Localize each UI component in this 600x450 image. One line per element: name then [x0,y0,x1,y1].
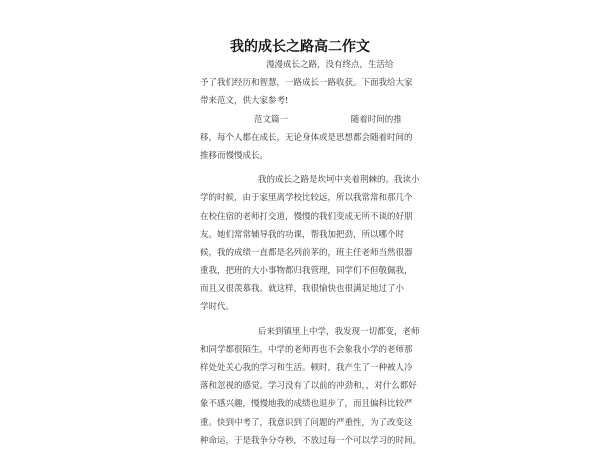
paragraph-3-line: 和同学都很陌生，中学的老师再也不会象我小学的老师那 [200,344,413,355]
paragraph-3-line: 种命运，于是我争分夺秒，不放过每一个可以学习的时间。 [200,435,422,446]
section-label: 范文篇一 [254,114,289,125]
paragraph-2-line: 候，我的成绩一直都是名列前茅的，班主任老师当然很器 [200,247,413,258]
paragraph-3-line: 落和忽视的感觉。学习没有了以前的冲劲和，，对什么都好 [200,381,417,392]
intro-line: 漫漫成长之路，没有终点，生活给 [266,60,394,70]
paragraph-3-line: 后来到镇里上中学，我发现一切都变，老师 [258,326,420,337]
document-title: 我的成长之路高二作文 [230,39,370,55]
paragraph-2-line: 学时代。 [200,302,235,313]
paragraph-2-line: 我的成长之路是坎坷中夹着荆棘的。我读小 [258,175,420,186]
paragraph-2-line: 而且又很羡慕我。就这样，我很愉快也很满足地过了小 [200,284,405,295]
paragraph-3-line: 重。快到中考了，我意识到了问题的严重性，为了改变这 [200,417,413,428]
paragraph-1-line: 随着时间的推 [350,114,402,125]
paragraph-3-line: 样处处关心我的学习和生活。顿时，我产生了一种被人冷 [200,363,413,373]
paragraph-1-first-line [200,111,406,129]
paragraph-1-line: 移，每个人都在成长，无论身体或是思想都会随着时间的 [200,132,413,143]
paragraph-2-line: 重我，把班的大小事物都归我管理，同学们不但敬佩我， [200,266,413,277]
paragraph-2-line: 友。她们常常辅导我的功课，帮我加把劲，所以哪个时 [200,229,405,240]
paragraph-2-line: 学的时候，由于家里离学校比较远，所以我常常和那几个 [200,193,413,204]
paragraph-2-line: 在校住宿的老师打交道，慢慢的我们变成无所不谈的好朋 [200,211,413,222]
paragraph-3-line: 象不感兴趣，慢慢地我的成绩也退步了，而且偏科比较严 [200,399,413,410]
document-body [200,56,422,450]
paragraph-1-line: 推移而慢慢成长。 [200,150,269,161]
intro-line: 予了我们经历和智慧，一路成长一路收获。下面我给大家 [200,78,413,89]
intro-line: 带来范文，供大家参考! [200,96,289,107]
